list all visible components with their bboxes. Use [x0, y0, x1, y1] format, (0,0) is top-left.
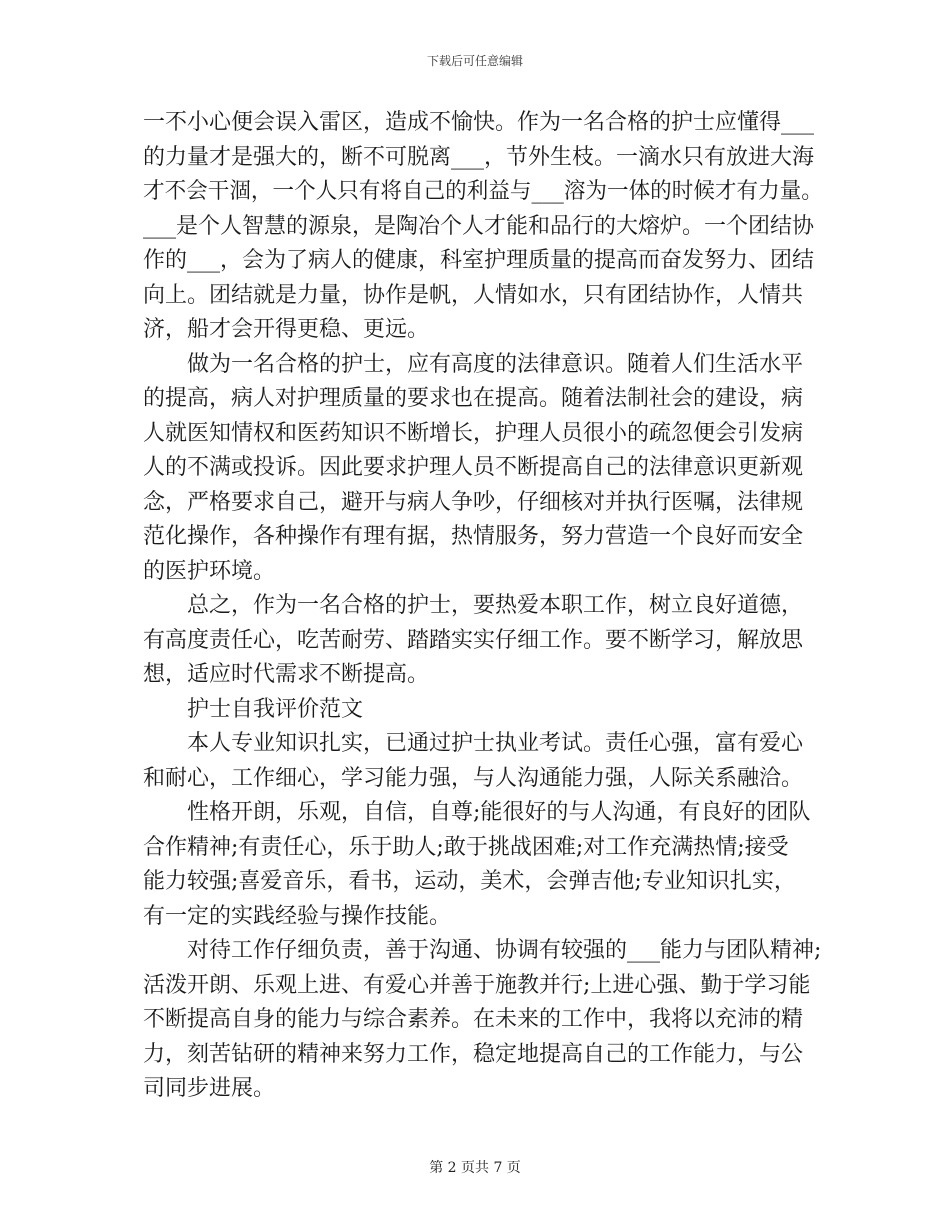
text-line: 的提高，病人对护理质量的要求也在提高。随着法制社会的建设，病 — [143, 386, 804, 411]
text-line: 合作精神;有责任心，乐于助人;敢于挑战困难;对工作充满热情;接受 — [143, 834, 789, 860]
text-line: 念，严格要求自己，避开与病人争吵，仔细核对并执行医嘱，法律规 — [143, 489, 804, 515]
text-line: 的医护环境。 — [143, 558, 276, 584]
text-line: 想，适应时代需求不断提高。 — [143, 662, 430, 687]
text-line: 一不小心便会误入雷区，造成不愉快。作为一名合格的护士应懂得___ — [143, 110, 815, 135]
text-line: 不断提高自身的能力与综合素养。在未来的工作中，我将以充沛的精 — [143, 1007, 804, 1032]
text-line: 的力量才是强大的，断不可脱离___，节外生枝。一滴水只有放进大海 — [143, 144, 815, 170]
text-line: 范化操作，各种操作有理有据，热情服务，努力营造一个良好而安全 — [143, 524, 804, 549]
text-line: 有一定的实践经验与操作技能。 — [143, 903, 452, 929]
text-line: 人的不满或投诉。因此要求护理人员不断提高自己的法律意识更新观 — [143, 455, 804, 480]
text-line: 活泼开朗、乐观上进、有爱心并善于施教并行;上进心强、勤于学习能 — [143, 972, 811, 998]
text-line: 济，船才会开得更稳、更远。 — [143, 317, 430, 342]
text-line: 司同步进展。 — [143, 1076, 276, 1101]
text-line: 人就医知情权和医药知识不断增长，护理人员很小的疏忽便会引发病 — [143, 420, 804, 446]
text-line: 护士自我评价范文 — [187, 696, 364, 722]
text-line: 性格开朗，乐观，自信，自尊;能很好的与人沟通，有良好的团队 — [187, 800, 811, 825]
text-line: 能力较强;喜爱音乐，看书，运动，美术，会弹吉他;专业知识扎实， — [143, 869, 796, 894]
text-line: 对待工作仔细负责，善于沟通、协调有较强的___能力与团队精神; — [187, 938, 822, 963]
text-line: 和耐心，工作细心，学习能力强，与人沟通能力强，人际关系融洽。 — [143, 765, 804, 791]
text-line: 才不会干涸，一个人只有将自己的利益与___溶为一体的时候才有力量。 — [143, 179, 823, 204]
page-header: 下载后可任意编辑 — [426, 54, 523, 68]
text-line: 作的___，会为了病人的健康，科室护理质量的提高而奋发努力、团结 — [143, 248, 815, 273]
text-line: 本人专业知识扎实，已通过护士执业考试。责任心强，富有爱心 — [187, 731, 804, 756]
text-line: ___是个人智慧的源泉，是陶冶个人才能和品行的大熔炉。一个团结协 — [143, 213, 815, 239]
text-line: 力，刻苦钻研的精神来努力工作，稳定地提高自己的工作能力，与公 — [143, 1041, 804, 1067]
text-line: 向上。团结就是力量，协作是帆，人情如水，只有团结协作，人情共 — [143, 282, 804, 308]
text-line: 有高度责任心，吃苦耐劳、踏踏实实仔细工作。要不断学习，解放思 — [143, 627, 804, 653]
text-line: 总之，作为一名合格的护士，要热爱本职工作，树立良好道德， — [187, 593, 804, 618]
page-footer: 第 2 页共 7 页 — [429, 1160, 521, 1176]
document-body — [143, 106, 823, 1107]
text-line: 做为一名合格的护士，应有高度的法律意识。随着人们生活水平 — [187, 351, 804, 377]
